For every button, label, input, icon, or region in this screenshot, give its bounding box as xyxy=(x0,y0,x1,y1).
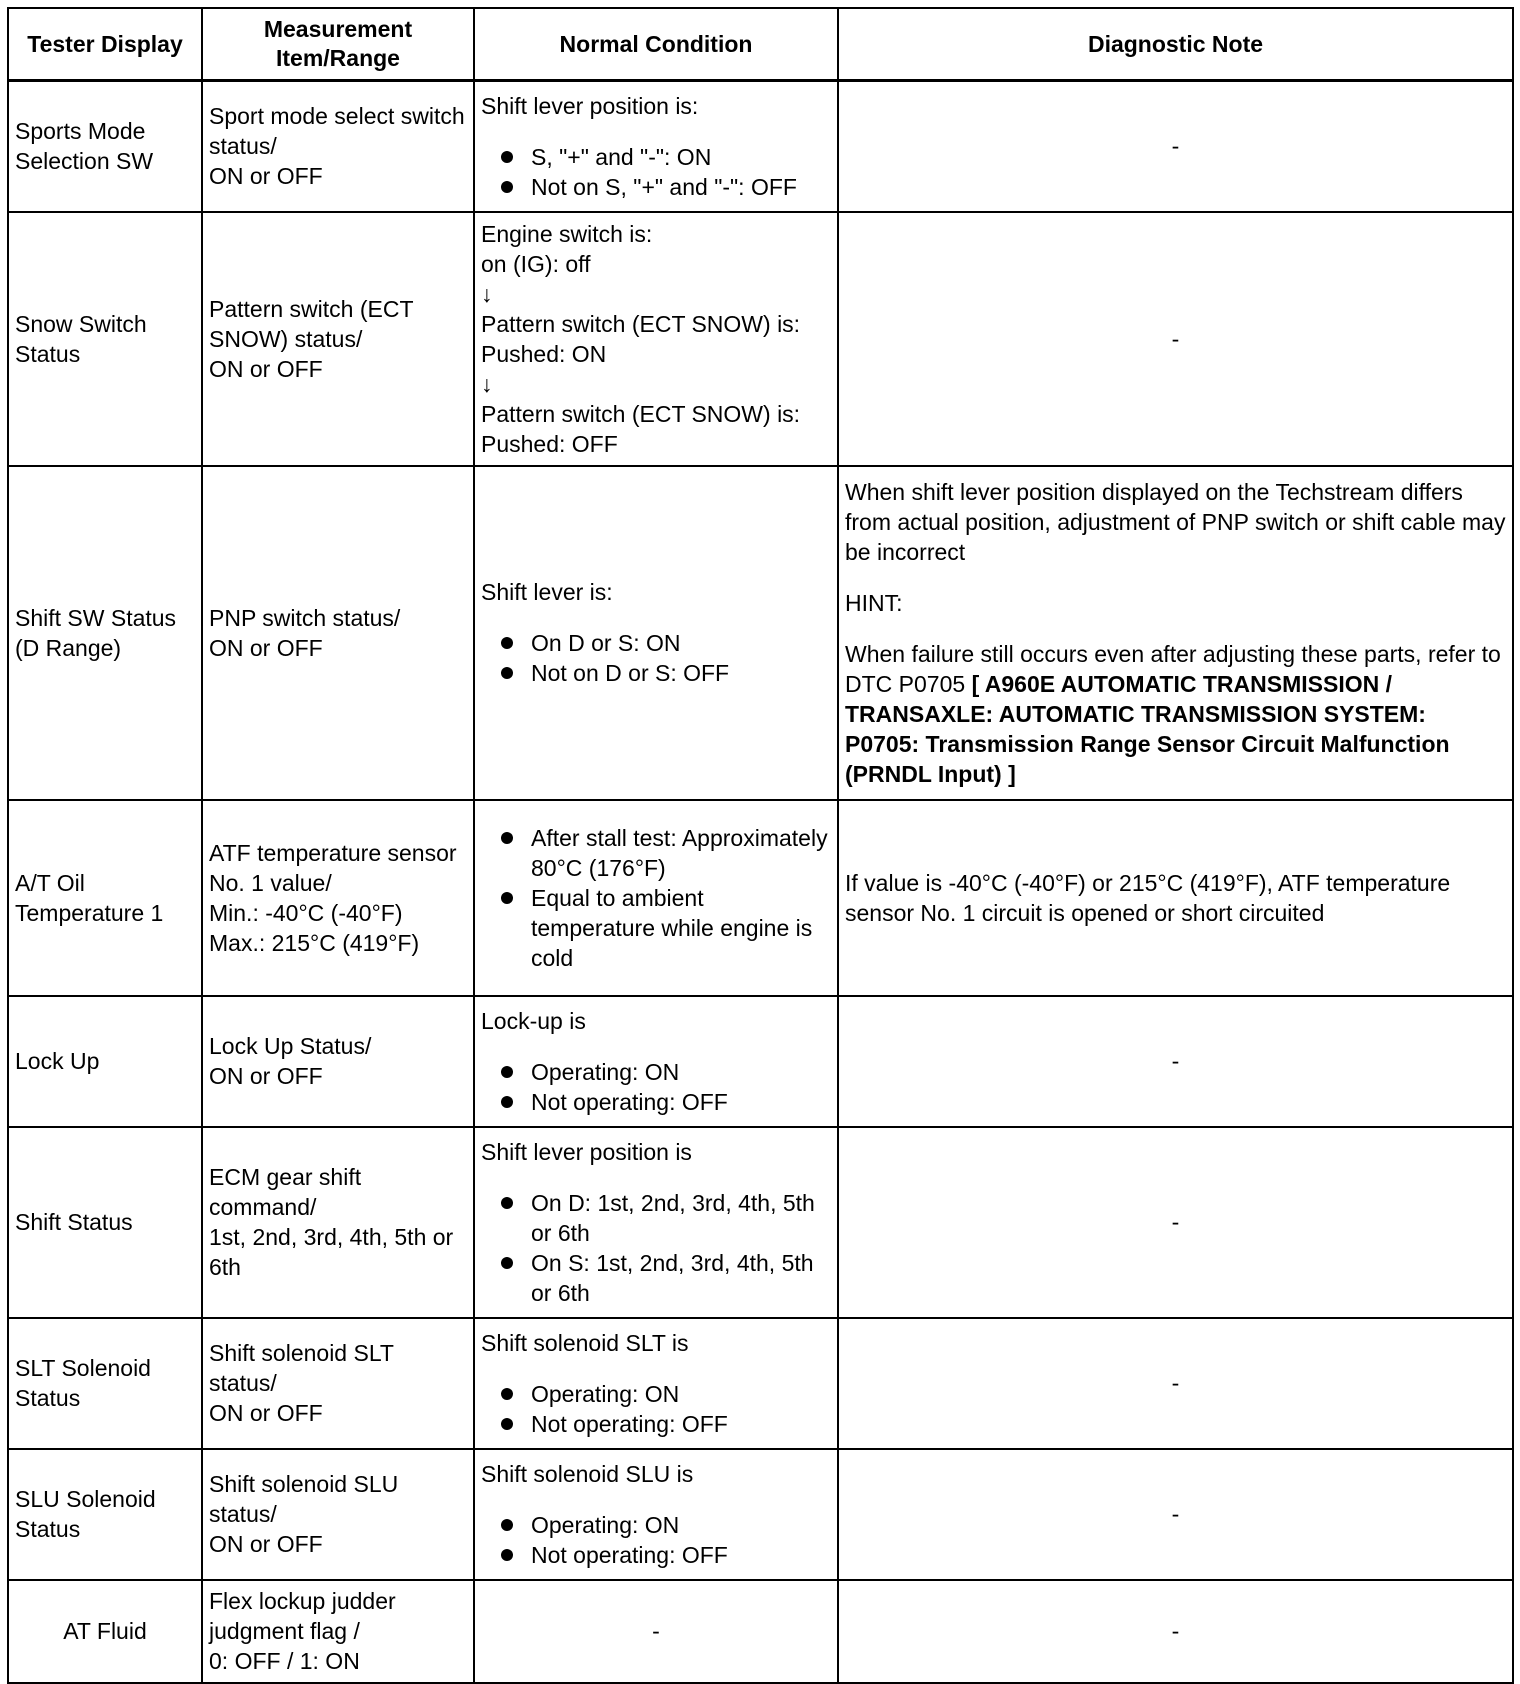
measurement-line: Lock Up Status/ xyxy=(209,1033,372,1059)
table-row xyxy=(8,1318,1513,1449)
condition-lead: Lock-up is xyxy=(481,1007,586,1034)
down-arrow-icon: ↓ xyxy=(481,370,493,397)
note-hint: HINT: xyxy=(845,589,903,616)
note-cell: - xyxy=(838,81,1513,212)
condition-lead: Shift lever position is: xyxy=(481,92,699,119)
dtc-reference-link[interactable]: [ A960E AUTOMATIC TRANSMISSION / TRANSAXLE: AUTOMATIC TRANSMISSION SYSTEM: P0705: Transmission Range Sensor Circuit Malfunction (PRNDL Input) ] xyxy=(845,670,1450,787)
list-item: Not operating: OFF xyxy=(481,1409,831,1439)
note-cell: - xyxy=(838,1580,1513,1683)
list-item: Not on S, "+" and "-": OFF xyxy=(481,172,831,202)
condition-cell xyxy=(474,1127,838,1318)
tester-display-cell: SLT Solenoid Status xyxy=(8,1318,202,1449)
list-item: Not operating: OFF xyxy=(481,1087,831,1117)
table-row xyxy=(8,212,1513,466)
measurement-line: ON or OFF xyxy=(209,1531,323,1557)
measurement-cell xyxy=(202,466,474,800)
note-cell: - xyxy=(838,212,1513,466)
measurement-line: ON or OFF xyxy=(209,355,323,382)
condition-line: Pushed: ON xyxy=(481,340,607,367)
tester-display-cell: Shift SW Status (D Range) xyxy=(8,466,202,800)
header-measurement-line1: Measurement xyxy=(263,16,413,42)
tester-display-cell: Snow Switch Status xyxy=(8,212,202,466)
measurement-cell xyxy=(202,1318,474,1449)
condition-cell xyxy=(474,1449,838,1580)
note-cell: If value is -40°C (-40°F) or 215°C (419°F), ATF temperature sensor No. 1 circuit is opened or short circuited xyxy=(838,800,1513,996)
measurement-line: 0: OFF / 1: ON xyxy=(209,1648,360,1674)
header-measurement xyxy=(202,8,474,81)
measurement-cell xyxy=(202,1449,474,1580)
note-cell: - xyxy=(838,1127,1513,1318)
condition-line: Pushed: OFF xyxy=(481,430,618,457)
condition-list xyxy=(481,628,831,688)
measurement-line: PNP switch status/ xyxy=(209,604,401,631)
table-row xyxy=(8,81,1513,212)
table-row xyxy=(8,1580,1513,1683)
table-row xyxy=(8,1127,1513,1318)
condition-list xyxy=(481,1188,831,1308)
condition-line: Engine switch is: xyxy=(481,220,653,247)
list-item: Operating: ON xyxy=(481,1057,831,1087)
measurement-cell xyxy=(202,1580,474,1683)
measurement-line: Pattern switch (ECT SNOW) status/ xyxy=(209,295,414,352)
table-row xyxy=(8,996,1513,1127)
measurement-line: ATF temperature sensor No. 1 value/ xyxy=(209,839,457,896)
note-cell xyxy=(838,466,1513,800)
list-item: On D: 1st, 2nd, 3rd, 4th, 5th or 6th xyxy=(481,1188,831,1248)
note-cell: - xyxy=(838,1318,1513,1449)
measurement-line: Flex lockup judder judgment flag / xyxy=(209,1588,396,1644)
list-item: Operating: ON xyxy=(481,1379,831,1409)
condition-lead: Shift solenoid SLU is xyxy=(481,1460,694,1487)
condition-list xyxy=(481,1057,831,1117)
condition-line: on (IG): off xyxy=(481,250,591,277)
condition-cell xyxy=(474,996,838,1127)
measurement-line: Shift solenoid SLT status/ xyxy=(209,1340,394,1396)
condition-cell xyxy=(474,800,838,996)
condition-cell: - xyxy=(474,1580,838,1683)
list-item: On D or S: ON xyxy=(481,628,831,658)
tester-display-cell: Shift Status xyxy=(8,1127,202,1318)
condition-line: Pattern switch (ECT SNOW) is: xyxy=(481,310,801,337)
condition-list xyxy=(481,1379,831,1439)
down-arrow-icon: ↓ xyxy=(481,280,493,307)
list-item: Not operating: OFF xyxy=(481,1540,831,1570)
header-row xyxy=(8,8,1513,81)
note-text: When failure still occurs even after adjusting these parts, refer to DTC P0705 xyxy=(845,640,1501,697)
condition-lead: Shift solenoid SLT is xyxy=(481,1329,689,1356)
measurement-cell xyxy=(202,800,474,996)
list-item: Not on D or S: OFF xyxy=(481,658,831,688)
measurement-cell xyxy=(202,81,474,212)
condition-cell xyxy=(474,81,838,212)
measurement-line: ECM gear shift command/ xyxy=(209,1164,362,1220)
note-paragraph: When shift lever position displayed on the Techstream differs from actual position, adjustment of PNP switch or shift cable may be incorrect xyxy=(845,478,1506,565)
note-paragraph xyxy=(845,639,1506,789)
condition-lead: Shift lever is: xyxy=(481,579,613,605)
tester-display-cell: AT Fluid xyxy=(8,1580,202,1683)
data-list-table xyxy=(7,7,1514,1684)
header-measurement-line2: Item/Range xyxy=(276,45,400,71)
tester-display-cell: A/T Oil Temperature 1 xyxy=(8,800,202,996)
measurement-line: 1st, 2nd, 3rd, 4th, 5th or 6th xyxy=(209,1224,454,1280)
measurement-cell xyxy=(202,212,474,466)
condition-list xyxy=(481,1510,831,1570)
tester-display-cell: Sports Mode Selection SW xyxy=(8,81,202,212)
list-item: Operating: ON xyxy=(481,1510,831,1540)
measurement-cell xyxy=(202,1127,474,1318)
condition-line: Pattern switch (ECT SNOW) is: xyxy=(481,400,801,427)
condition-cell xyxy=(474,1318,838,1449)
measurement-line: ON or OFF xyxy=(209,163,323,190)
measurement-line: ON or OFF xyxy=(209,634,323,661)
table-row xyxy=(8,800,1513,996)
measurement-line: Max.: 215°C (419°F) xyxy=(209,929,420,956)
list-item: After stall test: Approximately 80°C (176°F) xyxy=(481,823,831,883)
condition-cell xyxy=(474,212,838,466)
condition-list xyxy=(481,142,831,202)
table-row xyxy=(8,466,1513,800)
header-tester-display: Tester Display xyxy=(8,8,202,81)
condition-list xyxy=(481,823,831,973)
tester-display-cell: SLU Solenoid Status xyxy=(8,1449,202,1580)
list-item: On S: 1st, 2nd, 3rd, 4th, 5th or 6th xyxy=(481,1248,831,1308)
condition-cell xyxy=(474,466,838,800)
table-row xyxy=(8,1449,1513,1580)
list-item: S, "+" and "-": ON xyxy=(481,142,831,172)
measurement-cell xyxy=(202,996,474,1127)
tester-display-cell: Lock Up xyxy=(8,996,202,1127)
header-normal-condition: Normal Condition xyxy=(474,8,838,81)
note-cell: - xyxy=(838,1449,1513,1580)
measurement-line: Min.: -40°C (-40°F) xyxy=(209,899,403,926)
measurement-line: Sport mode select switch status/ xyxy=(209,103,465,160)
measurement-line: Shift solenoid SLU status/ xyxy=(209,1471,399,1527)
condition-lead: Shift lever position is xyxy=(481,1138,692,1165)
header-diagnostic-note: Diagnostic Note xyxy=(838,8,1513,81)
note-cell: - xyxy=(838,996,1513,1127)
measurement-line: ON or OFF xyxy=(209,1400,323,1426)
list-item: Equal to ambient temperature while engine is cold xyxy=(481,883,831,973)
measurement-line: ON or OFF xyxy=(209,1063,323,1089)
